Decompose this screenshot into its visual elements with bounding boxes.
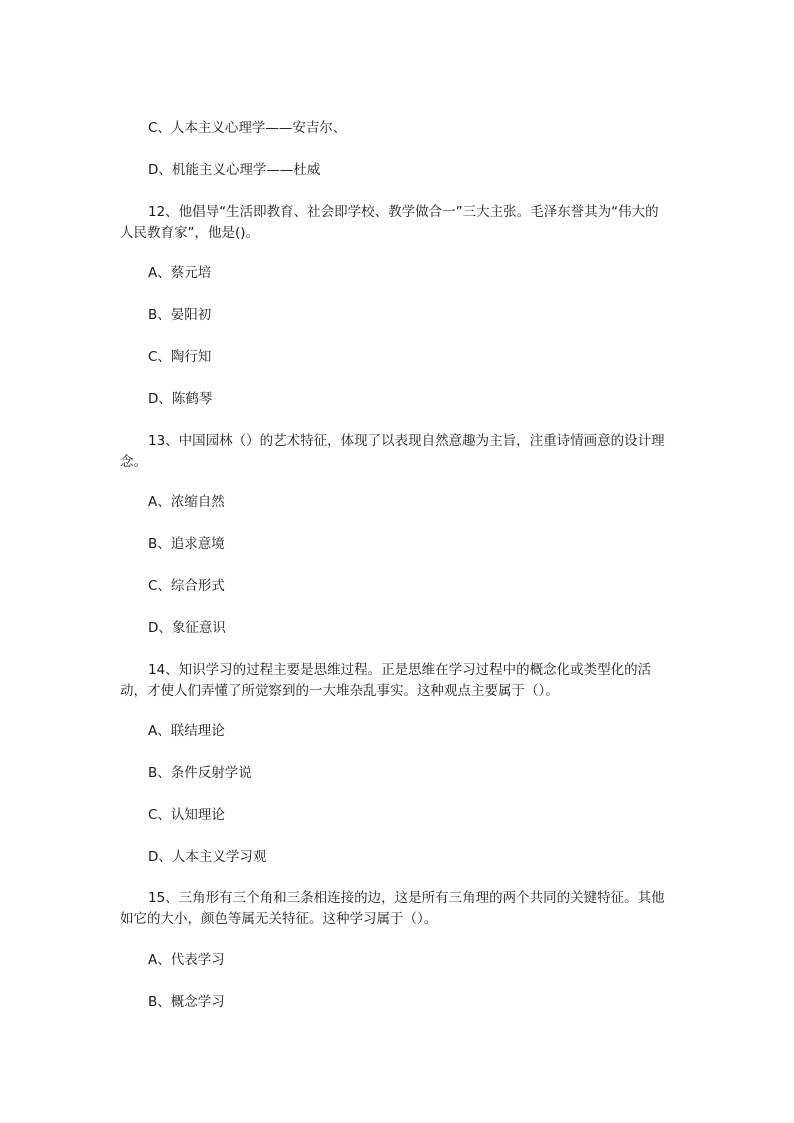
option-c-q11: C、人本主义心理学——安吉尔、 xyxy=(148,120,347,136)
question-15: 15、三角形有三个角和三条相连接的边，这是所有三角理的两个共同的关键特征。其他如它的大小，颜色等属无关特征。这种学习属于（）。 xyxy=(120,890,665,927)
option-c-q12: C、陶行知 xyxy=(148,349,212,365)
question-14: 14、知识学习的过程主要是思维过程。正是思维在学习过程中的概念化或类型化的活动，才使人们弄懂了所觉察到的一大堆杂乱事实。这种观点主要属于（）。 xyxy=(120,662,652,699)
option-b-q15: B、概念学习 xyxy=(148,994,225,1010)
option-b-q14: B、条件反射学说 xyxy=(148,765,252,781)
option-c-q14: C、认知理论 xyxy=(148,807,225,823)
option-b-q12: B、晏阳初 xyxy=(148,307,212,323)
option-a-q12: A、蔡元培 xyxy=(148,265,212,281)
option-a-q14: A、联结理论 xyxy=(148,723,225,739)
option-c-q13: C、综合形式 xyxy=(148,578,225,594)
option-a-q15: A、代表学习 xyxy=(148,952,225,968)
question-12: 12、他倡导“生活即教育、社会即学校、教学做合一”三大主张。毛泽东誉其为“伟大的人民教育家”，他是()。 xyxy=(120,204,659,241)
option-d-q14: D、人本主义学习观 xyxy=(148,849,267,865)
option-d-q12: D、陈鹤琴 xyxy=(148,391,213,407)
option-d-q11: D、机能主义心理学——杜威 xyxy=(148,162,321,178)
option-b-q13: B、追求意境 xyxy=(148,536,225,552)
option-a-q13: A、浓缩自然 xyxy=(148,494,225,510)
option-d-q13: D、象征意识 xyxy=(148,620,226,636)
question-13: 13、中国园林（）的艺术特征，体现了以表现自然意趣为主旨，注重诗情画意的设计理念。 xyxy=(120,433,665,470)
